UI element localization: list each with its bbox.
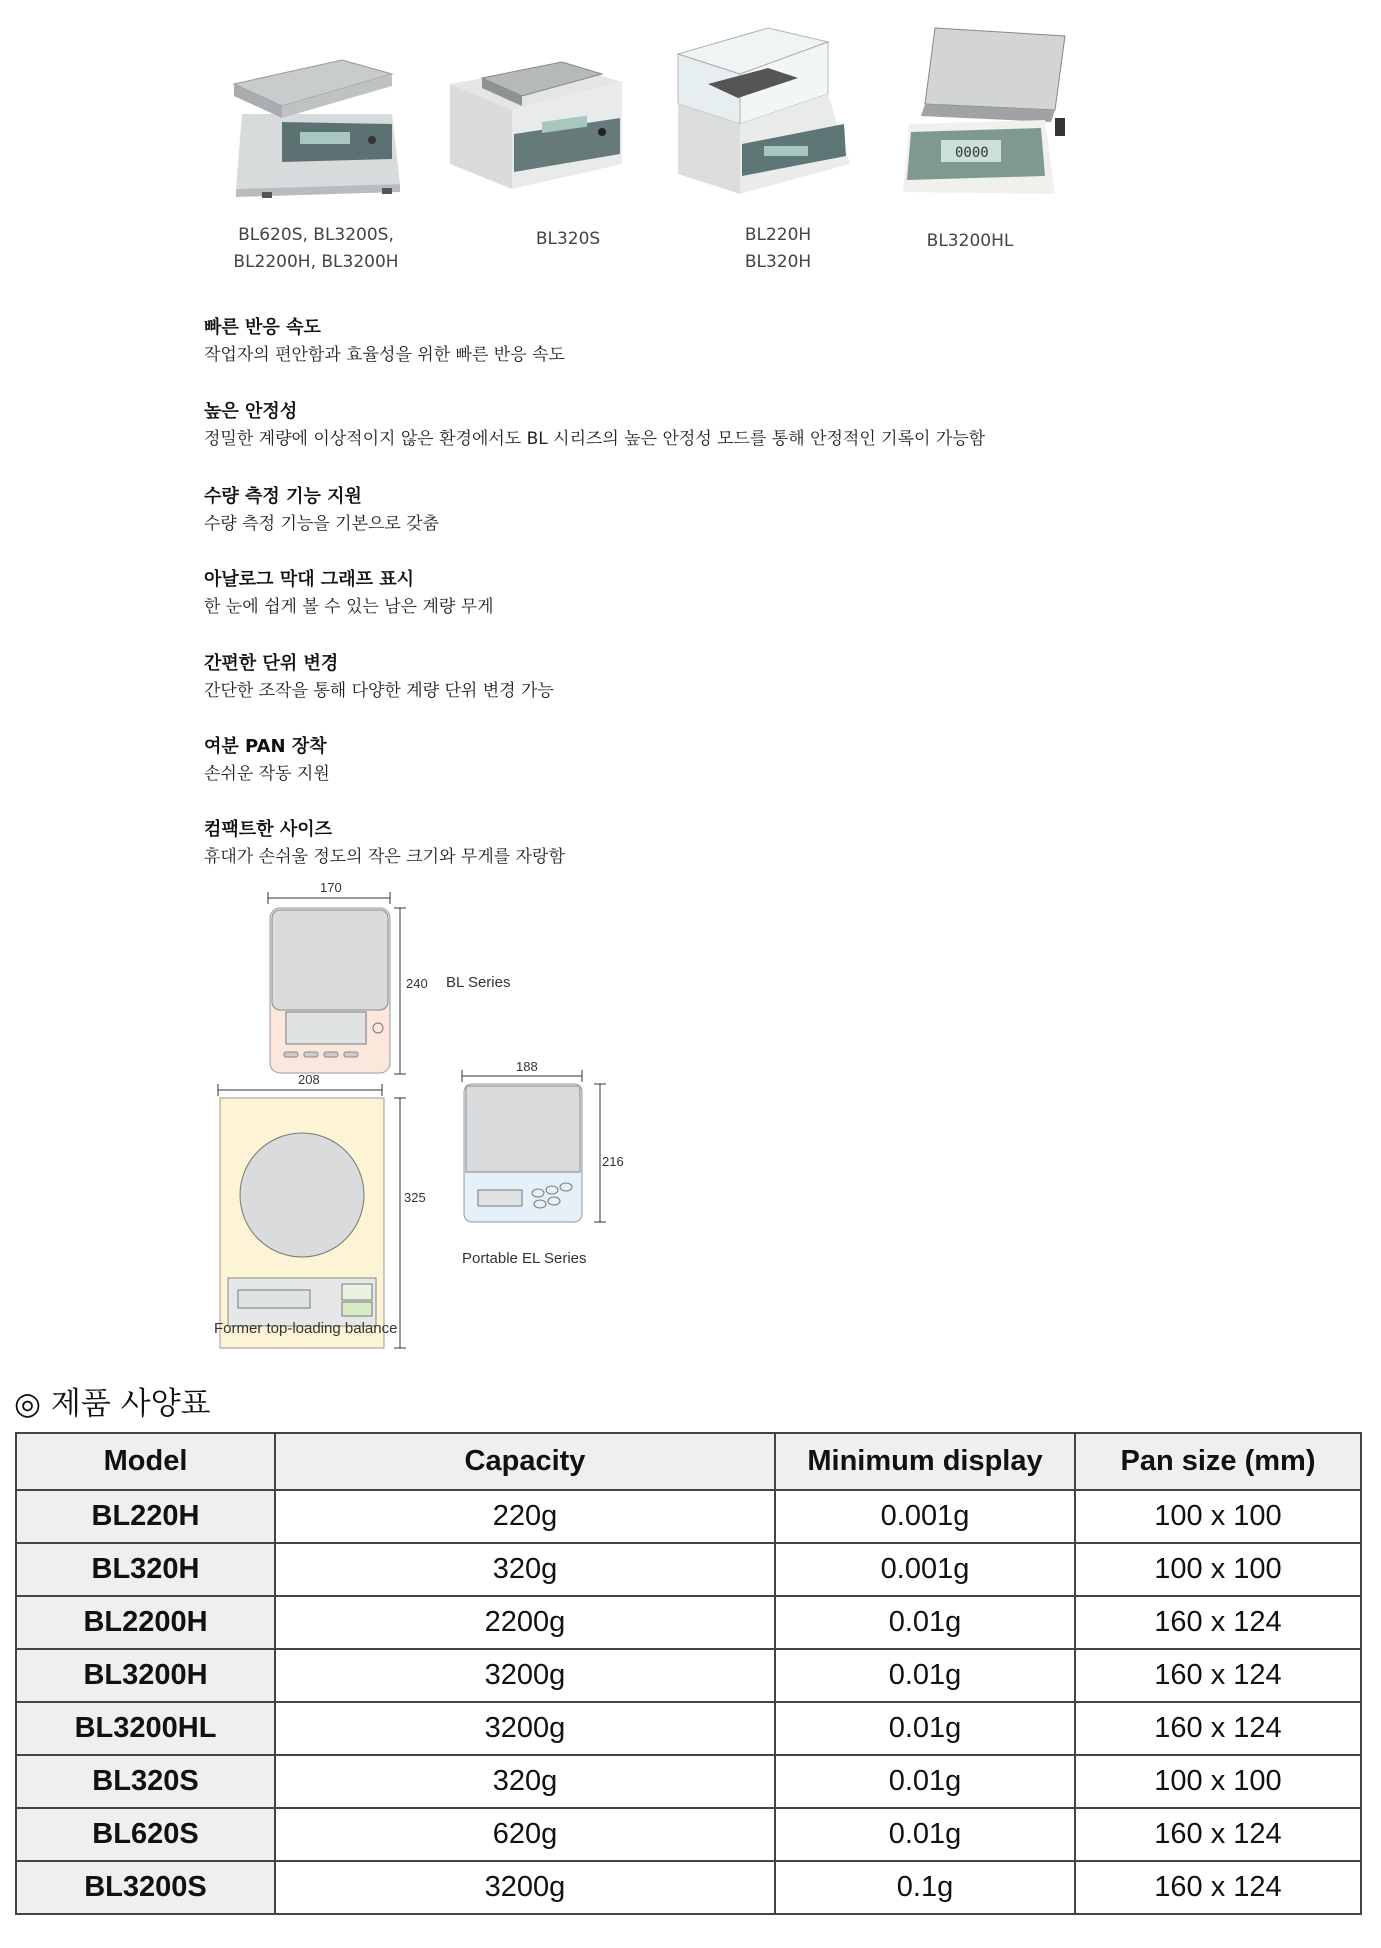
former-label: Former top-loading balance [214, 1320, 398, 1337]
table-row [16, 1702, 1361, 1755]
former-depth-label: 325 [404, 1190, 426, 1205]
feature-title: 여분 PAN 장착 [204, 736, 327, 757]
table-header-row [16, 1433, 1361, 1490]
model-cell: BL3200S [16, 1861, 275, 1914]
min-display-cell: 0.01g [775, 1755, 1075, 1808]
feature-title: 아날로그 막대 그래프 표시 [204, 569, 415, 590]
pan-size-cell: 100 x 100 [1075, 1543, 1361, 1596]
caption-line: BL2200H, BL3200H [233, 252, 399, 272]
table-row [16, 1808, 1361, 1861]
pan-size-cell: 160 x 124 [1075, 1649, 1361, 1702]
bl-series-outline [268, 892, 406, 1074]
table-row [16, 1596, 1361, 1649]
min-display-cell: 0.01g [775, 1649, 1075, 1702]
balance-photo-icon [222, 14, 412, 214]
table-row [16, 1755, 1361, 1808]
caption-line: BL620S, BL3200S, [238, 225, 394, 245]
feature-item [204, 568, 1204, 619]
product-caption [458, 226, 678, 253]
feature-title: 높은 안정성 [204, 401, 298, 422]
model-cell: BL320H [16, 1543, 275, 1596]
balance-with-windshield-photo-icon [668, 14, 858, 214]
feature-title: 빠른 반응 속도 [204, 317, 321, 338]
balance-photo-icon [442, 14, 632, 214]
bl-width-label: 170 [320, 880, 342, 895]
bullseye-icon: ◎ [14, 1386, 42, 1422]
product-caption [206, 222, 426, 276]
min-display-cell: 0.01g [775, 1808, 1075, 1861]
feature-item [204, 652, 1204, 703]
product-caption [668, 222, 888, 276]
feature-item [204, 735, 1204, 786]
model-cell: BL620S [16, 1808, 275, 1861]
pan-size-cell: 160 x 124 [1075, 1808, 1361, 1861]
feature-desc: 한 눈에 쉽게 볼 수 있는 남은 계량 무게 [204, 597, 494, 617]
capacity-cell: 3200g [275, 1649, 775, 1702]
feature-desc: 휴대가 손쉬울 정도의 작은 크기와 무게를 자랑함 [204, 847, 565, 867]
el-series-label: Portable EL Series [462, 1250, 587, 1267]
pan-size-cell: 100 x 100 [1075, 1755, 1361, 1808]
header-pan-size: Pan size (mm) [1075, 1433, 1361, 1490]
product-caption [860, 228, 1080, 255]
capacity-cell: 320g [275, 1755, 775, 1808]
pan-size-cell: 160 x 124 [1075, 1596, 1361, 1649]
feature-desc: 간단한 조작을 통해 다양한 계량 단위 변경 가능 [204, 681, 554, 701]
pan-size-cell: 100 x 100 [1075, 1490, 1361, 1543]
caption-line: BL320H [744, 252, 812, 272]
model-cell: BL320S [16, 1755, 275, 1808]
min-display-cell: 0.001g [775, 1490, 1075, 1543]
feature-item [204, 316, 1204, 367]
table-row [16, 1490, 1361, 1543]
feature-item [204, 485, 1204, 536]
pan-size-cell: 160 x 124 [1075, 1702, 1361, 1755]
former-balance-outline [218, 1084, 406, 1348]
header-model: Model [16, 1433, 275, 1490]
model-cell: BL220H [16, 1490, 275, 1543]
table-row [16, 1861, 1361, 1914]
caption-line: BL220H [744, 225, 812, 245]
min-display-cell: 0.001g [775, 1543, 1075, 1596]
spec-table [15, 1432, 1362, 1915]
capacity-cell: 320g [275, 1543, 775, 1596]
pan-size-cell: 160 x 124 [1075, 1861, 1361, 1914]
header-capacity: Capacity [275, 1433, 775, 1490]
capacity-cell: 2200g [275, 1596, 775, 1649]
feature-desc: 수량 측정 기능을 기본으로 갖춤 [204, 514, 440, 534]
min-display-cell: 0.1g [775, 1861, 1075, 1914]
svg-text:0000: 0000 [955, 145, 989, 161]
spec-section-title [14, 1378, 211, 1423]
bl-series-label: BL Series [446, 974, 511, 991]
feature-desc: 작업자의 편안함과 효율성을 위한 빠른 반응 속도 [204, 345, 565, 365]
capacity-cell: 620g [275, 1808, 775, 1861]
balance-photo-icon [895, 14, 1085, 214]
capacity-cell: 3200g [275, 1861, 775, 1914]
caption-line: BL3200HL [926, 231, 1014, 251]
spec-title-text: 제품 사양표 [50, 1386, 211, 1422]
min-display-cell: 0.01g [775, 1596, 1075, 1649]
feature-item [204, 400, 1204, 451]
el-series-outline [462, 1070, 606, 1222]
feature-desc: 정밀한 계량에 이상적이지 않은 환경에서도 BL 시리즈의 높은 안정성 모드를 통해 안정적인 기록이 가능함 [204, 429, 986, 449]
feature-title: 간편한 단위 변경 [204, 653, 339, 674]
feature-desc: 손쉬운 작동 지원 [204, 764, 330, 784]
table-row [16, 1543, 1361, 1596]
table-row [16, 1649, 1361, 1702]
header-min-display: Minimum display [775, 1433, 1075, 1490]
bl-depth-label: 240 [406, 976, 428, 991]
capacity-cell: 3200g [275, 1702, 775, 1755]
capacity-cell: 220g [275, 1490, 775, 1543]
feature-title: 수량 측정 기능 지원 [204, 486, 362, 507]
model-cell: BL2200H [16, 1596, 275, 1649]
min-display-cell: 0.01g [775, 1702, 1075, 1755]
former-width-label: 208 [298, 1072, 320, 1087]
el-width-label: 188 [516, 1059, 538, 1074]
size-diagram-graphic [200, 880, 660, 1350]
el-depth-label: 216 [602, 1154, 624, 1169]
feature-item [204, 818, 1204, 869]
model-cell: BL3200H [16, 1649, 275, 1702]
model-cell: BL3200HL [16, 1702, 275, 1755]
caption-line: BL320S [535, 229, 601, 249]
feature-title: 컴팩트한 사이즈 [204, 819, 332, 840]
